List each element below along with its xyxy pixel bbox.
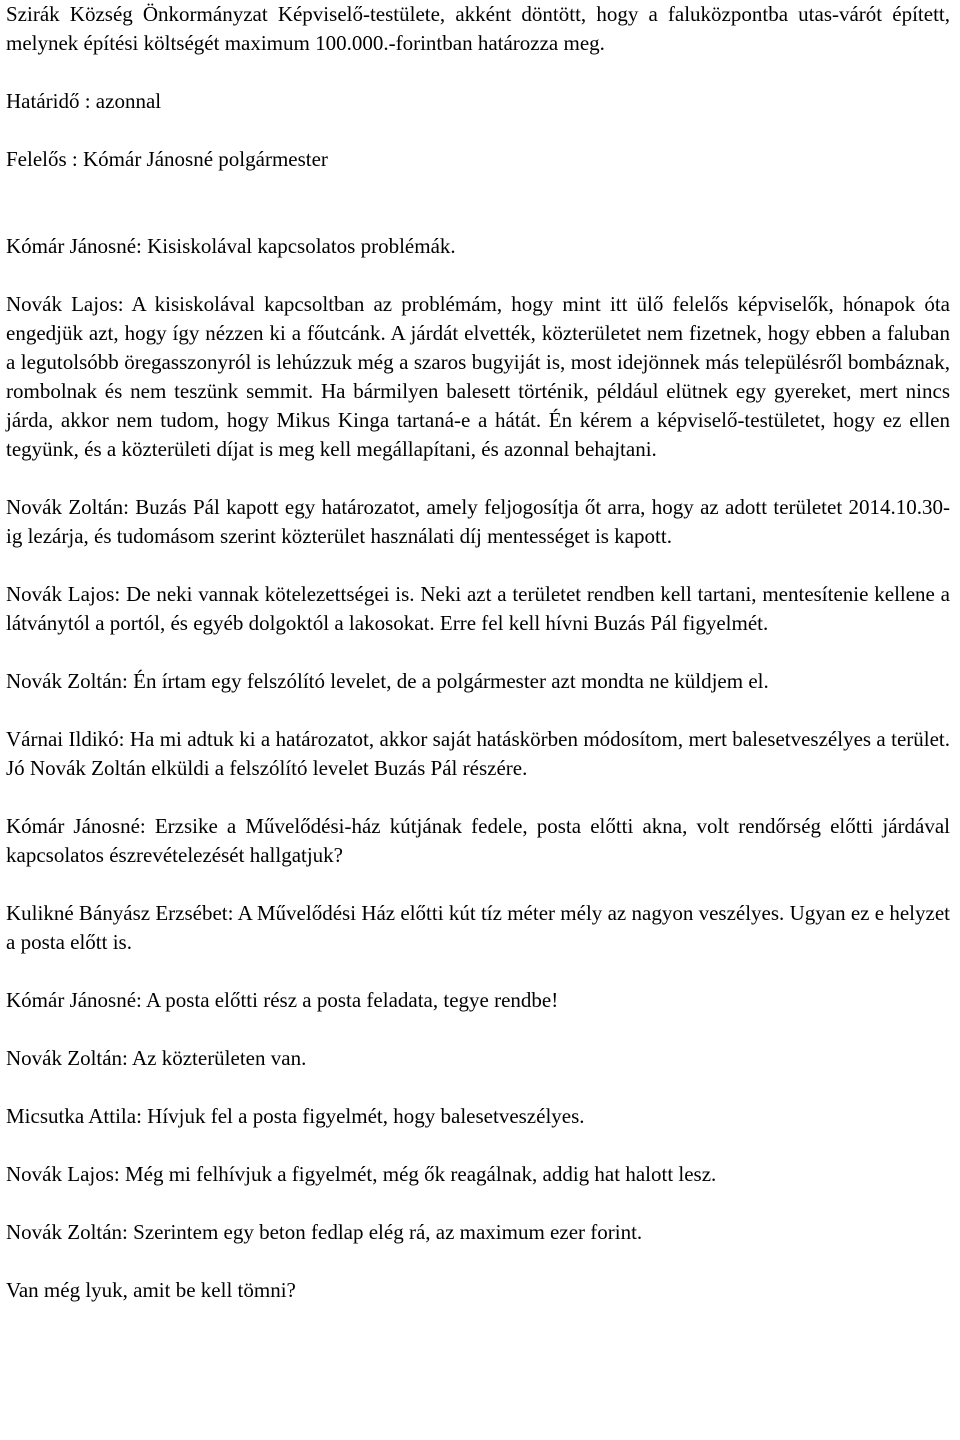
- speech-paragraph: Micsutka Attila: Hívjuk fel a posta figyelmét, hogy balesetveszélyes.: [6, 1104, 585, 1128]
- speech-paragraph: Kómár Jánosné: Erzsike a Művelődési-ház kútjának fedele, posta előtti akna, volt rendőrség előtti járdával kapcsolatos észrevételezését hallgatjuk?: [6, 814, 950, 867]
- speech-paragraph: Novák Zoltán: Buzás Pál kapott egy határozatot, amely feljogosítja őt arra, hogy az adott területet 2014.10.30-ig lezárja, és tudomásom szerint közterület használati díj mentességet is kapott.: [6, 495, 950, 548]
- closing-question: Van még lyuk, amit be kell tömni?: [6, 1278, 296, 1302]
- speech-paragraph: Novák Zoltán: Én írtam egy felszólító levelet, de a polgármester azt mondta ne küldjem el.: [6, 669, 769, 693]
- resolution-paragraph: Szirák Község Önkormányzat Képviselő-testülete, akként döntött, hogy a faluközpontba utas-várót épített, melynek építési költségét maximum 100.000.-forintban határozza meg.: [6, 2, 950, 55]
- speech-paragraph: Novák Lajos: Még mi felhívjuk a figyelmét, még ők reagálnak, addig hat halott lesz.: [6, 1162, 717, 1186]
- deadline-line: Határidő : azonnal: [6, 89, 162, 113]
- speech-paragraph: Novák Zoltán: Szerintem egy beton fedlap elég rá, az maximum ezer forint.: [6, 1220, 643, 1244]
- speech-paragraph: Novák Lajos: A kisiskolával kapcsoltban az problémám, hogy mint itt ülő felelős képviselők, hónapok óta engedjük azt, hogy így nézzen ki a főutcánk. A járdát elvették, közterületet nem fizetnek, hogy ebben a faluban a legutolsóbb öregasszonyról is lehúzzuk még a szaros bugyiját is, most idejönnek más településről bombáznak, rombolnak és nem teszünk semmit. Ha bármilyen balesett történik, például elütnek egy gyereket, mert nincs járda, akkor nem tudom, hogy Mikus Kinga tartaná-e a hátát. Én kérem a képviselő-testületet, hogy ez ellen tegyünk, és a közterületi díjat is meg kell megállapítani, és azonnal behajtani.: [6, 292, 950, 461]
- speech-paragraph: Novák Lajos: De neki vannak kötelezettségei is. Neki azt a területet rendben kell tartani, mentesítenie kellene a látványtól a portól, és egyéb dolgoktól a lakosokat. Erre fel kell hívni Buzás Pál figyelmét.: [6, 582, 950, 635]
- speech-paragraph: Kulikné Bányász Erzsébet: A Művelődési Ház előtti kút tíz méter mély az nagyon veszélyes. Ugyan ez e helyzet a posta előtt is.: [6, 901, 950, 954]
- agenda-item-heading: Kómár Jánosné: Kisiskolával kapcsolatos problémák.: [6, 234, 456, 258]
- speech-paragraph: Novák Zoltán: Az közterületen van.: [6, 1046, 307, 1070]
- speech-paragraph: Várnai Ildikó: Ha mi adtuk ki a határozatot, akkor saját hatáskörben módosítom, mert balesetveszélyes a terület. Jó Novák Zoltán elküldi a felszólító levelet Buzás Pál részére.: [6, 727, 950, 780]
- responsible-line: Felelős : Kómár Jánosné polgármester: [6, 147, 328, 171]
- speech-paragraph: Kómár Jánosné: A posta előtti rész a posta feladata, tegye rendbe!: [6, 988, 559, 1012]
